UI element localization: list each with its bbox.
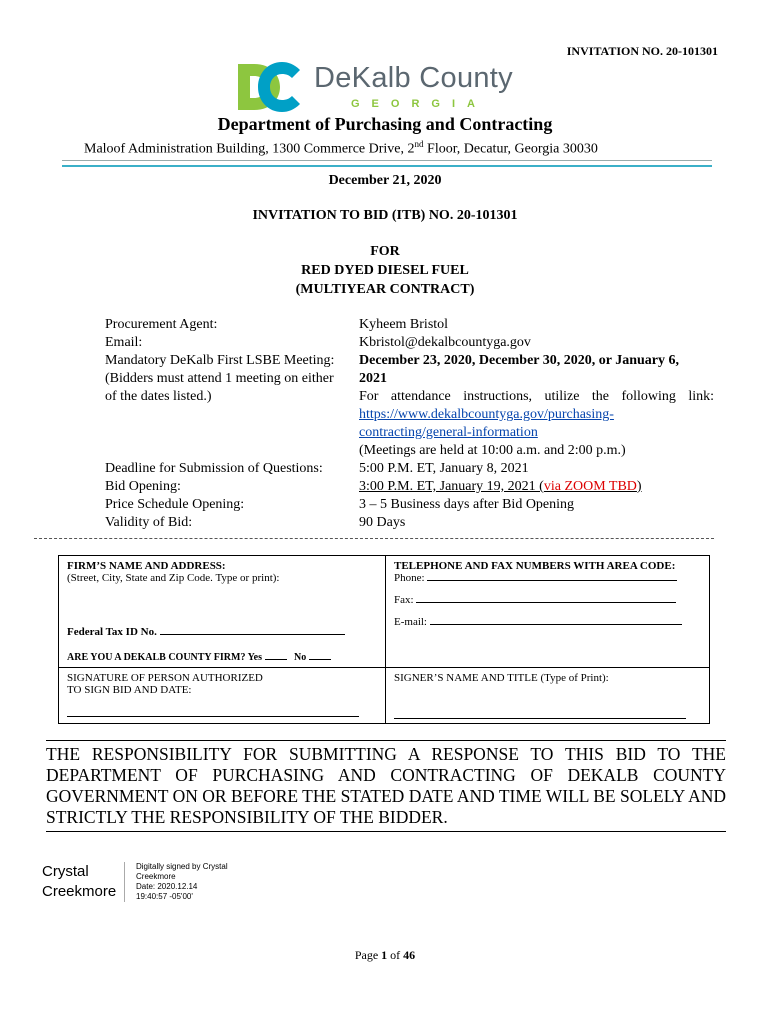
digital-signature-name: Crystal Creekmore <box>42 863 117 900</box>
agent-label: Procurement Agent: <box>105 317 218 332</box>
logo-state-name: GEORGIA <box>351 98 487 110</box>
title-for: FOR <box>370 244 400 259</box>
section-divider <box>34 538 714 539</box>
firm-cell[interactable] <box>59 556 386 668</box>
dekalb-firm-question[interactable]: ARE YOU A DEKALB COUNTY FIRM? Yes No <box>67 652 377 663</box>
itb-number: INVITATION TO BID (ITB) NO. 20-101301 <box>252 208 518 223</box>
validity-label: Validity of Bid: <box>105 515 193 530</box>
meeting-label: Mandatory DeKalb First LSBE Meeting: <box>105 353 335 368</box>
signature-cell[interactable] <box>59 668 386 724</box>
department-address: Maloof Administration Building, 1300 Commerce Drive, 2nd Floor, Decatur, Georgia 30030 <box>84 139 598 157</box>
digital-signature-details: Digitally signed by Crystal Creekmore Date: 2020.12.14 19:40:57 -05'00' <box>136 862 228 901</box>
meeting-dates-year: 2021 <box>359 371 387 386</box>
price-opening-value: 3 – 5 Business days after Bid Opening <box>359 497 575 512</box>
email-value: Kbristol@dekalbcountyga.gov <box>359 335 531 350</box>
questions-value: 5:00 P.M. ET, January 8, 2021 <box>359 461 529 476</box>
signer-label: SIGNER’S NAME AND TITLE (Type of Print): <box>394 672 609 684</box>
dc-logo-icon <box>236 60 306 114</box>
signature-divider <box>124 862 125 902</box>
contract-type: (MULTIYEAR CONTRACT) <box>295 282 475 297</box>
bid-opening-value: 3:00 P.M. ET, January 19, 2021 (via ZOOM TBD) <box>359 479 642 494</box>
dekalb-county-logo <box>236 60 516 114</box>
issue-date: December 21, 2020 <box>328 173 442 188</box>
phone-field[interactable]: Phone: <box>394 572 701 584</box>
email-field[interactable]: E-mail: <box>394 616 701 628</box>
contact-cell[interactable] <box>386 556 710 668</box>
price-opening-label: Price Schedule Opening: <box>105 497 245 512</box>
email-label: Email: <box>105 335 143 350</box>
bidder-form <box>58 555 710 724</box>
department-title: Department of Purchasing and Contracting <box>217 114 553 134</box>
logo-county-name: DeKalb County <box>314 62 513 94</box>
agent-value: Kyheem Bristol <box>359 317 449 332</box>
meeting-link[interactable]: https://www.dekalbcountyga.gov/purchasing- <box>359 407 614 422</box>
signer-line[interactable] <box>394 706 686 719</box>
firm-address-hint: (Street, City, State and Zip Code. Type or print): <box>67 572 280 584</box>
bid-opening-label: Bid Opening: <box>105 479 181 494</box>
signature-label: SIGNATURE OF PERSON AUTHORIZED <box>67 672 263 684</box>
fax-field[interactable]: Fax: <box>394 594 701 606</box>
signer-cell[interactable] <box>386 668 710 724</box>
phone-fax-heading: TELEPHONE AND FAX NUMBERS WITH AREA CODE: <box>394 560 676 572</box>
questions-label: Deadline for Submission of Questions: <box>105 461 323 476</box>
bid-item: RED DYED DIESEL FUEL <box>301 263 469 278</box>
header-rule <box>62 160 712 161</box>
meeting-label-note-2: of the dates listed.) <box>105 389 212 404</box>
meeting-label-note: (Bidders must attend 1 meeting on either <box>105 371 334 386</box>
invitation-number: INVITATION NO. 20-101301 <box>566 44 718 58</box>
signature-line[interactable] <box>67 704 359 717</box>
responsibility-notice: THE RESPONSIBILITY FOR SUBMITTING A RESPONSE TO THIS BID TO THE DEPARTMENT OF PURCHASING AND CONTRACTING OF DEKALB COUNTY GOVERNMENT ON OR BEFORE THE STATED DATE AND TIME WILL BE SOLELY AND STRICTLY THE RESPONSIBILITY OF THE BIDDER. <box>46 740 726 832</box>
tax-id-field[interactable]: Federal Tax ID No. <box>67 626 377 638</box>
meeting-instructions: For attendance instructions, utilize the following link: <box>359 389 714 404</box>
page-number: Page 1 of 46 <box>354 948 416 962</box>
validity-value: 90 Days <box>359 515 406 530</box>
header-accent-rule <box>62 165 712 167</box>
firm-name-label: FIRM’S NAME AND ADDRESS: <box>67 560 226 572</box>
meeting-link-cont[interactable]: contracting/general-information <box>359 425 538 440</box>
meeting-dates: December 23, 2020, December 30, 2020, or January 6, <box>359 353 679 368</box>
signature-label-2: TO SIGN BID AND DATE: <box>67 684 192 696</box>
meeting-times: (Meetings are held at 10:00 a.m. and 2:00 p.m.) <box>359 443 626 458</box>
